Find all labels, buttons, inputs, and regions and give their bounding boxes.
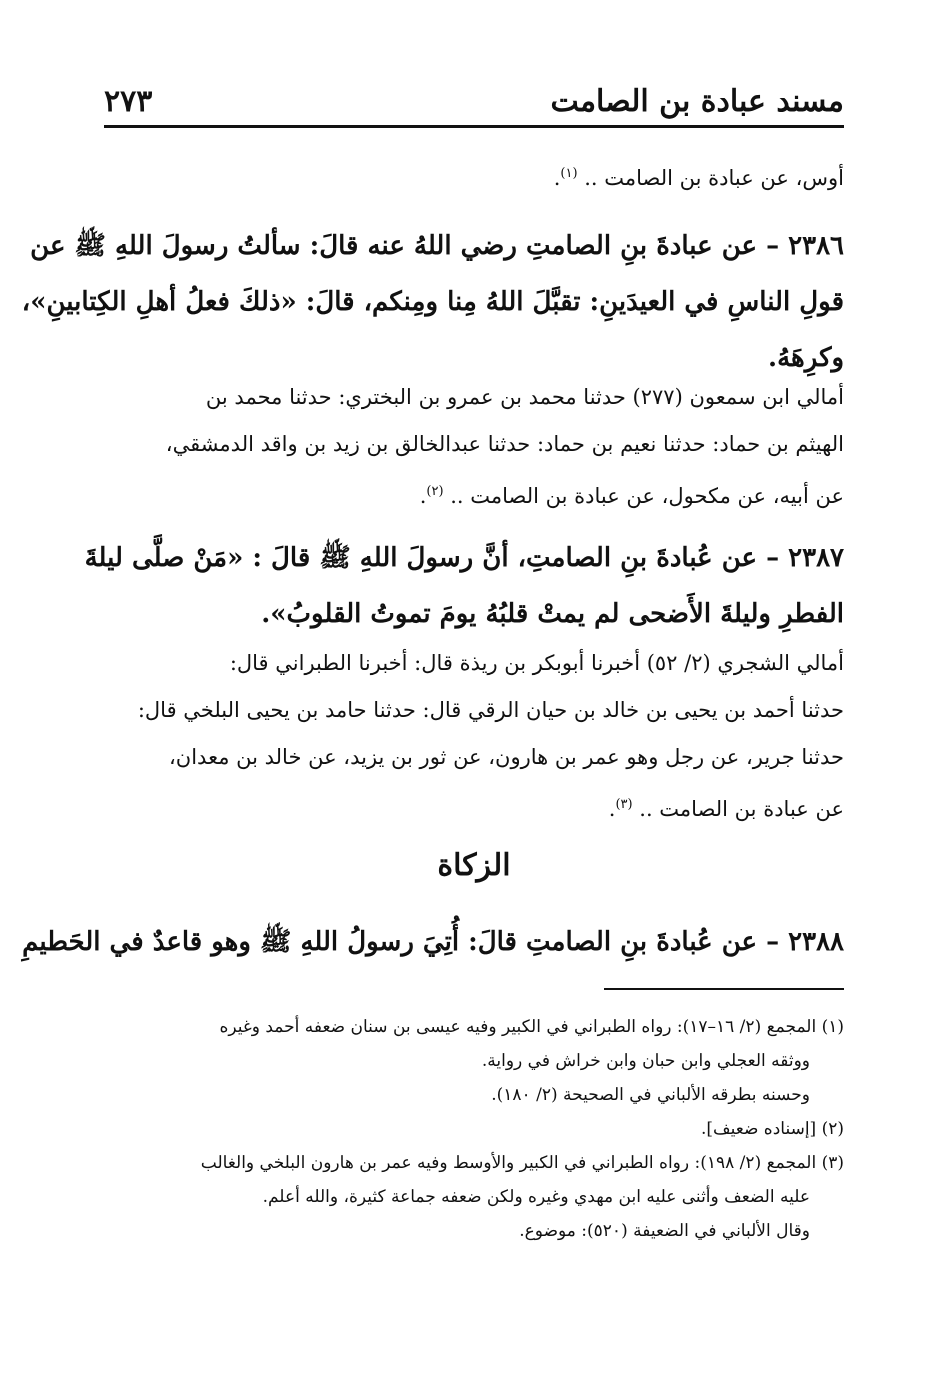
hadith-2387	[84, 530, 844, 642]
footnote-1-line-1: (١) المجمع (٢/ ١٦–١٧): رواه الطبراني في الكبير وفيه عيسى بن سنان ضعفه أحمد وغيره	[219, 1017, 844, 1037]
source-2387-line-1: أمالي الشجري (٢/ ٥٢) أخبرنا أبوبكر بن ريذة قال: أخبرنا الطبراني قال:	[229, 651, 844, 675]
footnote-1-line-2: ووثقه العجلي وابن حبان وابن خراش في رواية.	[481, 1051, 810, 1071]
intro-paragraph	[104, 150, 844, 202]
footnote-3-line-3: وقال الألباني في الضعيفة (٥٢٠): موضوع.	[519, 1221, 810, 1241]
footnote-3-line-2: عليه الضعف وأثنى عليه ابن مهدي وغيره ولكن ضعفه جماعة كثيرة، والله أعلم.	[262, 1187, 810, 1207]
source-2387-line-4-text: عن عبادة بن الصامت ..	[632, 797, 844, 821]
source-2386-end: .	[419, 484, 427, 508]
hadith-2386-line-1: ٢٣٨٦ – عن عبادةَ بنِ الصامتِ رضي اللهُ عنه قالَ: سألتُ رسولَ اللهِ ﷺ عن	[30, 231, 844, 261]
source-2386-line-3	[104, 468, 844, 520]
footnote-1-line-3: وحسنه بطرقه الألباني في الصحيحة (٢/ ١٨٠).	[491, 1085, 810, 1105]
intro-end: .	[553, 166, 561, 190]
hadith-2386	[21, 218, 844, 386]
source-2386-line-3-text: عن أبيه، عن مكحول، عن عبادة بن الصامت ..	[443, 484, 844, 508]
source-2386-line-2: الهيثم بن حماد: حدثنا نعيم بن حماد: حدثنا عبدالخالق بن زيد بن واقد الدمشقي،	[165, 432, 844, 456]
source-2386	[104, 374, 844, 520]
header-divider	[104, 125, 844, 128]
footnote-3-line-1: (٣) المجمع (٢/ ١٩٨): رواه الطبراني في الكبير والأوسط وفيه عمر بن هارون البلخي والغالب	[200, 1153, 844, 1173]
hadith-2388	[22, 914, 844, 970]
page-header	[104, 82, 844, 128]
intro-text: أوس، عن عبادة بن الصامت ..	[577, 166, 844, 190]
source-2387	[104, 640, 844, 833]
footnotes	[104, 1010, 844, 1248]
footnote-divider	[604, 988, 844, 990]
running-title: مسند عبادة بن الصامت	[550, 84, 844, 119]
hadith-2387-line-2: الفطرِ وليلةَ الأَضحى لم يمتْ قلبُهُ يومَ تموتُ القلوبُ».	[261, 599, 844, 629]
source-2386-line-1: أمالي ابن سمعون (٢٧٧) حدثنا محمد بن عمرو بن البختري: حدثنا محمد بن	[205, 385, 844, 409]
hadith-2386-line-2: قولِ الناسِ في العيدَينِ: تقبَّلَ اللهُ مِنا ومِنكم، قالَ: «ذلكَ فعلُ أهلِ الكِتابينِ»،	[21, 287, 844, 317]
source-2387-line-3: حدثنا جرير، عن رجل وهو عمر بن هارون، عن ثور بن يزيد، عن خالد بن معدان،	[169, 745, 844, 769]
hadith-2386-line-3: وكرِهَهُ.	[768, 343, 844, 373]
section-heading-zakat: الزكاة	[437, 848, 511, 883]
footnote-2-line-1: (٢) [إسناده ضعيف].	[700, 1119, 844, 1139]
page-number: ٢٧٣	[104, 84, 153, 119]
source-2387-end: .	[608, 797, 616, 821]
hadith-2387-line-1: ٢٣٨٧ – عن عُبادةَ بنِ الصامتِ، أنَّ رسولَ اللهِ ﷺ قالَ : «مَنْ صلَّى ليلةَ	[84, 543, 844, 573]
source-2387-line-2: حدثنا أحمد بن يحيى بن خالد بن حيان الرقي قال: حدثنا حامد بن يحيى البلخي قال:	[137, 698, 844, 722]
intro-line	[104, 150, 844, 202]
footnote-ref-1[interactable]: (١)	[560, 166, 578, 181]
source-2387-line-4	[104, 781, 844, 833]
footnote-ref-2[interactable]: (٢)	[426, 484, 444, 499]
footnote-ref-3[interactable]: (٣)	[615, 797, 633, 812]
hadith-2388-line-1: ٢٣٨٨ – عن عُبادةَ بنِ الصامتِ قالَ: أُتِيَ رسولُ اللهِ ﷺ وهو قاعدٌ في الحَطيمِ	[22, 927, 844, 957]
